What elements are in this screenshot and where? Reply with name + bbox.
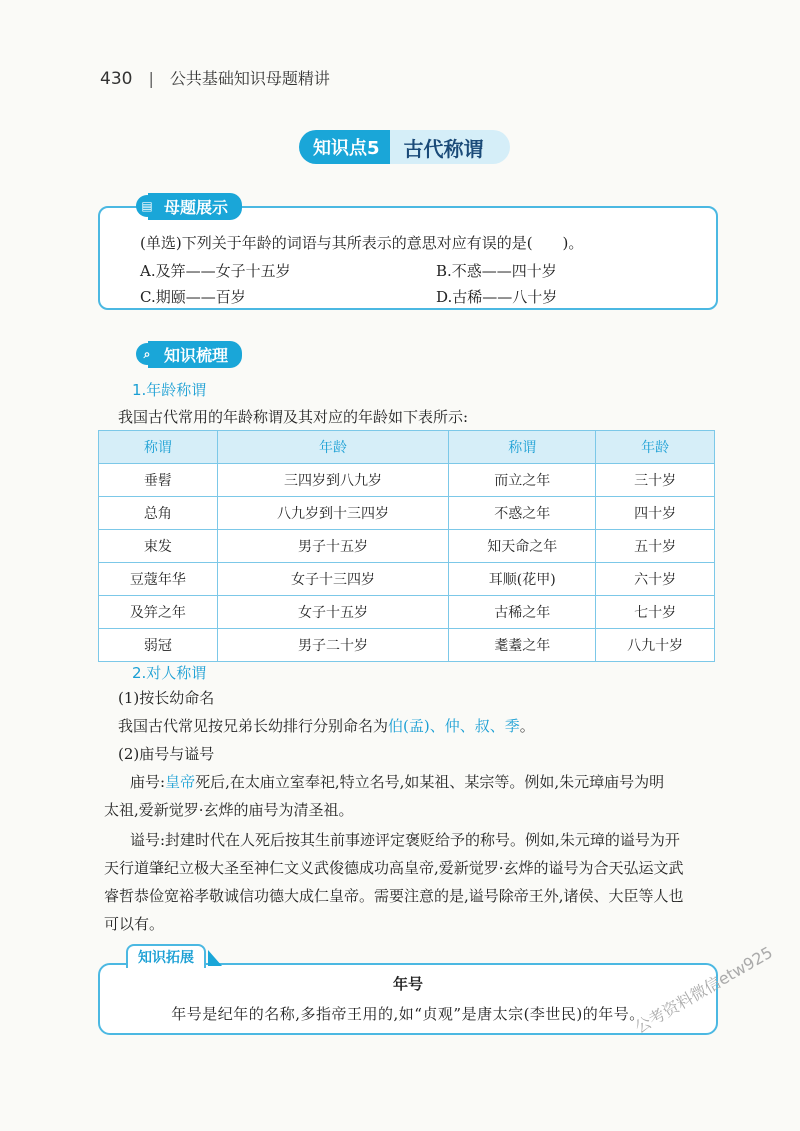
mother-question-box xyxy=(98,206,718,310)
table-cell: 不惑之年 xyxy=(449,497,596,530)
mother-question-label-text: 母题展示 xyxy=(148,193,242,220)
table-cell: 弱冠 xyxy=(99,629,218,662)
table-cell: 耄耋之年 xyxy=(449,629,596,662)
seniority-text-suffix: 。 xyxy=(519,717,535,735)
temple-name-label: 庙号: xyxy=(130,773,166,791)
subsection-person-titles: 2.对人称谓 xyxy=(132,664,207,682)
book-title: 公共基础知识母题精讲 xyxy=(169,69,330,88)
posthumous-line-2: 天行道肇纪立极大圣至神仁文义武俊德成功高皇帝,爱新觉罗·玄烨的谥号为合天弘运文武 xyxy=(104,859,684,877)
question-book-icon: ▤ xyxy=(136,195,158,217)
age-titles-table xyxy=(98,430,715,662)
posthumous-line-3: 睿哲恭俭宽裕孝敬诚信功德大成仁皇帝。需要注意的是,谥号除帝王外,诸侯、大臣等人也 xyxy=(104,887,684,905)
option-d: D.古稀——八十岁 xyxy=(436,288,558,306)
question-stem: (单选)下列关于年龄的词语与其所表示的意思对应有误的是( )。 xyxy=(140,234,584,252)
table-cell: 五十岁 xyxy=(596,530,715,563)
header-age-2: 年龄 xyxy=(596,431,715,464)
posthumous-line-4: 可以有。 xyxy=(104,915,165,933)
header-separator: | xyxy=(148,69,154,88)
table-cell: 三十岁 xyxy=(596,464,715,497)
page-number: 430 xyxy=(100,69,133,89)
table-cell: 七十岁 xyxy=(596,596,715,629)
temple-name-text: 死后,在太庙立室奉祀,特立名号,如某祖、某宗等。例如,朱元璋庙号为明 xyxy=(195,773,665,791)
knowledge-extension-box xyxy=(98,963,718,1035)
table-row xyxy=(99,530,715,563)
table-cell: 六十岁 xyxy=(596,563,715,596)
option-c: C.期颐——百岁 xyxy=(140,288,246,306)
knowledge-point-label: 知识点5 xyxy=(299,130,390,164)
table-row xyxy=(99,596,715,629)
table-cell: 知天命之年 xyxy=(449,530,596,563)
table-cell: 三四岁到八九岁 xyxy=(217,464,449,497)
table-header-row xyxy=(99,431,715,464)
posthumous-line-1: 谥号:封建时代在人死后按其生前事迹评定褒贬给予的称号。例如,朱元璋的谥号为开 xyxy=(130,831,680,849)
extension-body: 年号是纪年的名称,多指帝王用的,如“贞观”是唐太宗(李世民)的年号。 xyxy=(171,1005,645,1023)
search-book-icon: ⌕ xyxy=(136,343,158,365)
table-cell: 而立之年 xyxy=(449,464,596,497)
temple-name-line-2: 太祖,爱新觉罗·玄烨的庙号为清圣祖。 xyxy=(104,801,354,819)
table-cell: 束发 xyxy=(99,530,218,563)
knowledge-extension-tab: 知识拓展 xyxy=(126,944,206,968)
header-title-1: 称谓 xyxy=(99,431,218,464)
item-seniority-title: (1)按长幼命名 xyxy=(118,689,215,707)
table-cell: 男子二十岁 xyxy=(217,629,449,662)
item-temple-posthumous-title: (2)庙号与谥号 xyxy=(118,745,215,763)
knowledge-point-banner xyxy=(299,130,510,164)
watermark: 公考资料微信etw925 xyxy=(631,942,776,1038)
seniority-text-prefix: 我国古代常见按兄弟长幼排行分别命名为 xyxy=(118,717,389,735)
seniority-highlight: 伯(孟)、仲、叔、季 xyxy=(388,717,520,735)
table-intro: 我国古代常用的年龄称谓及其对应的年龄如下表所示: xyxy=(118,408,469,426)
table-cell: 耳顺(花甲) xyxy=(449,563,596,596)
table-cell: 女子十三四岁 xyxy=(217,563,449,596)
temple-name-line-1 xyxy=(130,768,664,796)
table-cell: 四十岁 xyxy=(596,497,715,530)
item-seniority-text xyxy=(118,712,535,740)
table-row xyxy=(99,629,715,662)
table-cell: 豆蔻年华 xyxy=(99,563,218,596)
table-cell: 古稀之年 xyxy=(449,596,596,629)
table-cell: 总角 xyxy=(99,497,218,530)
option-b: B.不惑——四十岁 xyxy=(436,262,557,280)
subsection-age-titles: 1.年龄称谓 xyxy=(132,381,207,399)
table-cell: 垂髫 xyxy=(99,464,218,497)
knowledge-label-text: 知识梳理 xyxy=(148,341,242,368)
table-cell: 女子十五岁 xyxy=(217,596,449,629)
temple-name-highlight: 皇帝 xyxy=(165,773,196,791)
table-row xyxy=(99,563,715,596)
table-cell: 八九十岁 xyxy=(596,629,715,662)
table-row xyxy=(99,464,715,497)
option-a: A.及笄——女子十五岁 xyxy=(140,262,291,280)
table-row xyxy=(99,497,715,530)
tab-corner-icon xyxy=(208,950,222,966)
table-cell: 八九岁到十三四岁 xyxy=(217,497,449,530)
header-title-2: 称谓 xyxy=(449,431,596,464)
extension-title: 年号 xyxy=(392,975,423,993)
header-age-1: 年龄 xyxy=(217,431,449,464)
table-cell: 及笄之年 xyxy=(99,596,218,629)
table-cell: 男子十五岁 xyxy=(217,530,449,563)
knowledge-point-title: 古代称谓 xyxy=(390,130,510,164)
knowledge-label xyxy=(136,342,242,366)
mother-question-label xyxy=(136,194,242,218)
page-header xyxy=(100,66,330,89)
